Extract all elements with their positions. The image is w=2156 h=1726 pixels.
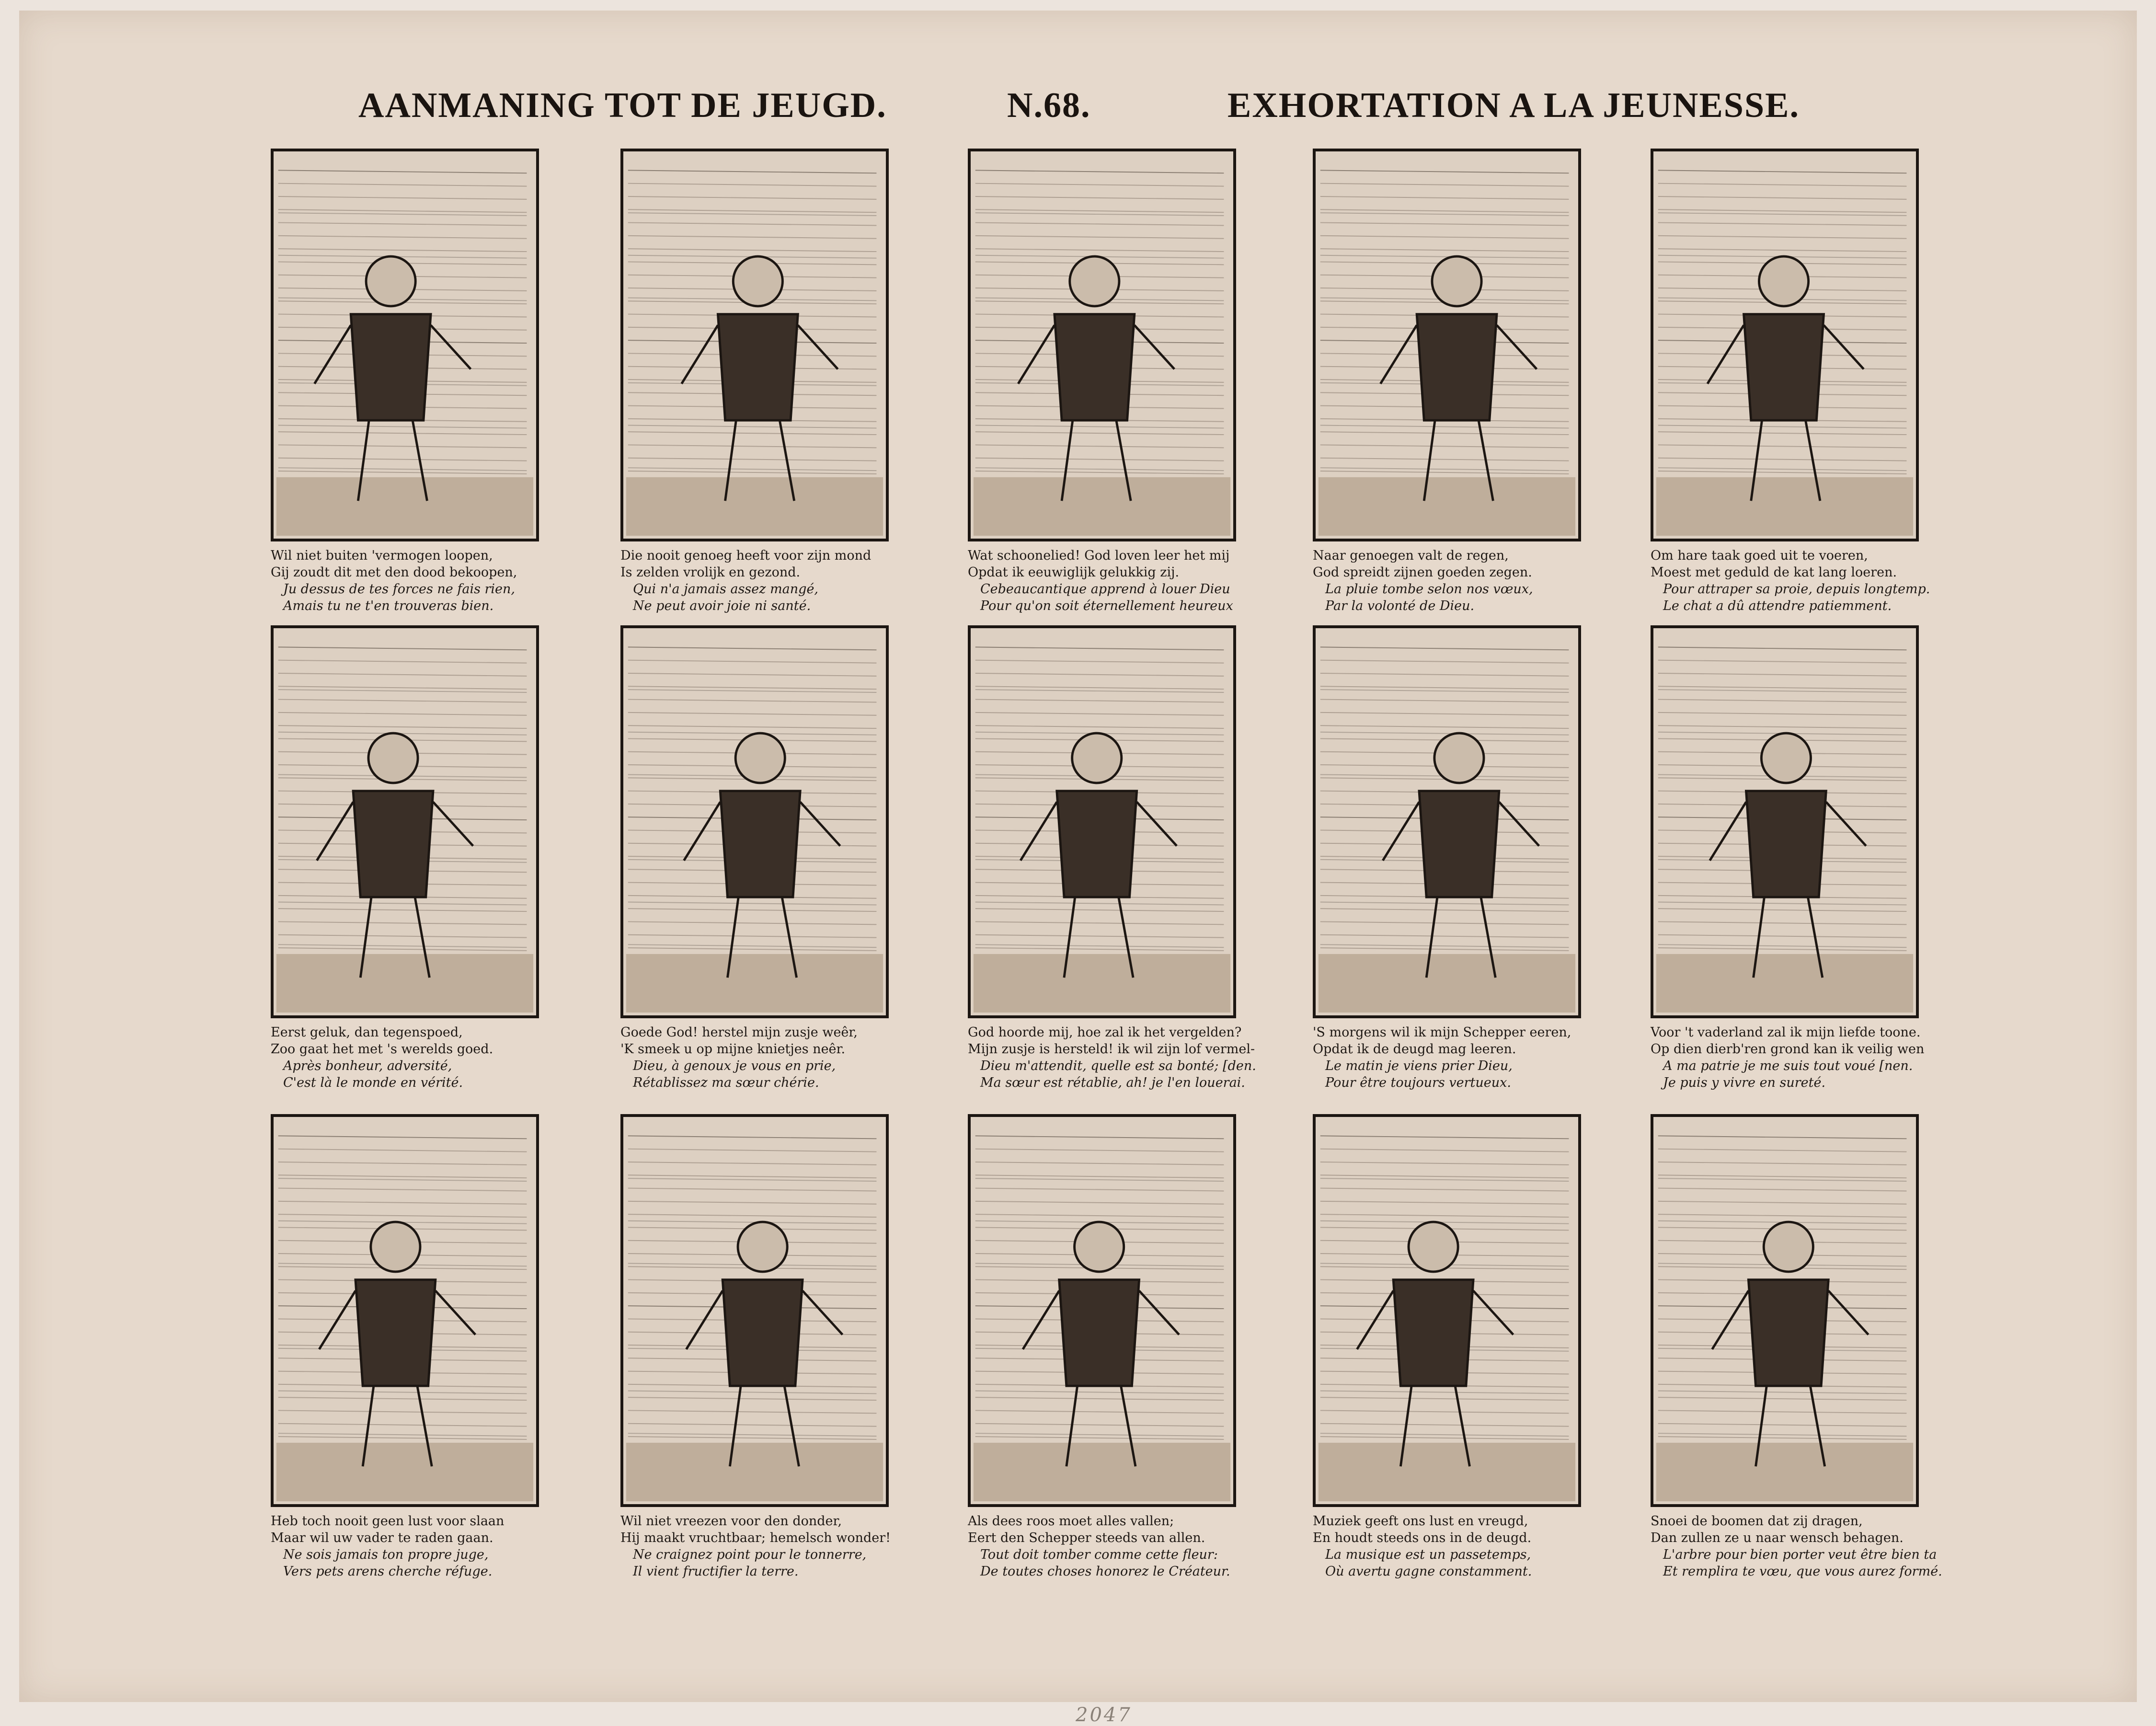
dutch-verse-line: Moest met geduld de kat lang loeren.	[1651, 565, 1897, 580]
verse-caption	[968, 547, 1255, 614]
dutch-verse-line: Opdat ik eeuwiglijk gelukkig zij.	[968, 565, 1180, 580]
french-verse-line: Tout doit tomber comme cette fleur:	[980, 1547, 1218, 1562]
verse-caption	[1313, 1513, 1600, 1580]
dutch-verse-line: 'S morgens wil ik mijn Schepper eeren,	[1313, 1025, 1571, 1040]
dutch-verse-line: Hij maakt vruchtbaar; hemelsch wonder!	[620, 1530, 891, 1545]
boys-fighting-icon	[271, 1114, 539, 1507]
boy-greeting-sister-icon	[968, 625, 1236, 1018]
dutch-verse-line: Die nooit genoeg heeft voor zijn mond	[620, 548, 872, 563]
french-verse-line: Ne peut avoir joie ni santé.	[633, 598, 811, 613]
french-verse-line: Pour qu'on soit éternellement heureux	[980, 598, 1233, 613]
verse-caption	[271, 547, 558, 614]
man-eating-at-table-icon	[620, 149, 889, 541]
dutch-verse-line: Goede God! herstel mijn zusje weêr,	[620, 1025, 858, 1040]
dutch-verse-line: Naar genoegen valt de regen,	[1313, 548, 1509, 563]
dutch-verse-line: Gij zoudt dit met den dood bekoopen,	[271, 565, 517, 580]
dutch-verse-line: Maar wil uw vader te raden gaan.	[271, 1530, 493, 1545]
dutch-verse-line: Wil niet buiten 'vermogen loopen,	[271, 548, 493, 563]
french-verse-line: Ne craignez point pour le tonnerre,	[633, 1547, 867, 1562]
dutch-verse-line: Heb toch nooit geen lust voor slaan	[271, 1514, 505, 1529]
french-verse-line: Vers pets arens cherche réfuge.	[283, 1564, 493, 1579]
verse-caption	[1651, 1024, 1938, 1091]
french-verse-line: La pluie tombe selon nos vœux,	[1325, 582, 1533, 597]
french-verse-line: Qui n'a jamais assez mangé,	[633, 582, 819, 597]
verse-caption	[968, 1513, 1255, 1580]
french-verse-line: Rétablissez ma sœur chérie.	[633, 1075, 819, 1090]
woodcut-panel	[968, 625, 1256, 1105]
print-header	[0, 85, 2156, 143]
french-verse-line: De toutes choses honorez le Créateur.	[980, 1564, 1230, 1579]
woodcut-panel	[1651, 625, 1925, 1105]
boy-reaching-birdcage-icon	[271, 625, 539, 1018]
verse-caption	[1651, 1513, 1942, 1580]
french-verse-line: A ma patrie je me suis tout voué [nen.	[1663, 1059, 1913, 1073]
title-french: EXHORTATION A LA JEUNESSE.	[1227, 86, 1800, 125]
woodcut-panel	[968, 149, 1236, 628]
verse-caption	[968, 1024, 1255, 1091]
woodcut-panel	[968, 1114, 1236, 1593]
boy-with-rose-bush-icon	[968, 1114, 1236, 1507]
girl-watching-storm-icon	[620, 1114, 889, 1507]
woman-reading-hymn-icon	[968, 149, 1236, 541]
dutch-verse-line: Muziek geeft ons lust en vreugd,	[1313, 1514, 1528, 1529]
woodcut-panel	[271, 149, 539, 628]
french-verse-line: Le chat a dû attendre patiemment.	[1663, 598, 1892, 613]
verse-caption	[1651, 547, 1938, 614]
french-verse-line: Il vient fructifier la terre.	[633, 1564, 799, 1579]
boy-chasing-hare-icon	[271, 149, 539, 541]
french-verse-line: Amais tu ne t'en trouveras bien.	[283, 598, 494, 613]
woodcut-panel	[620, 625, 889, 1105]
woodcut-panel	[271, 625, 539, 1105]
woodcut-panel	[1651, 1114, 1942, 1593]
french-verse-line: Par la volonté de Dieu.	[1325, 598, 1475, 613]
french-verse-line: Ne sois jamais ton propre juge,	[283, 1547, 489, 1562]
verse-caption	[1313, 547, 1600, 614]
dutch-verse-line: Dan zullen ze u naar wensch behagen.	[1651, 1530, 1904, 1545]
french-verse-line: Dieu, à genoux je vous en prie,	[633, 1059, 836, 1073]
french-verse-line: Et remplira te vœu, que vous aurez formé.	[1663, 1564, 1942, 1579]
youth-praying-at-sunrise-icon	[1313, 625, 1581, 1018]
french-verse-line: La musique est un passetemps,	[1325, 1547, 1531, 1562]
french-verse-line: Le matin je viens prier Dieu,	[1325, 1059, 1513, 1073]
woodcut-panel	[1313, 149, 1581, 628]
woodcut-panel	[1313, 625, 1581, 1105]
dutch-verse-line: Voor 't vaderland zal ik mijn liefde toone.	[1651, 1025, 1921, 1040]
woodcut-panel	[1313, 1114, 1581, 1593]
french-verse-line: L'arbre pour bien porter veut être bien ta	[1663, 1547, 1937, 1562]
french-verse-line: Cebeaucantique apprend à louer Dieu	[980, 582, 1230, 597]
verse-caption	[1313, 1024, 1600, 1091]
woodcut-panel	[271, 1114, 539, 1593]
dutch-verse-line: Snoei de boomen dat zij dragen,	[1651, 1514, 1863, 1529]
cat-stalking-mouse-icon	[1651, 149, 1919, 541]
french-verse-line: Je puis y vivre en sureté.	[1663, 1075, 1826, 1090]
french-verse-line: Pour être toujours vertueux.	[1325, 1075, 1511, 1090]
dutch-verse-line: Op dien dierb'ren grond kan ik veilig wen	[1651, 1042, 1925, 1057]
dutch-verse-line: En houdt steeds ons in de deugd.	[1313, 1530, 1532, 1545]
print-number: N.68.	[1007, 86, 1091, 125]
french-verse-line: Dieu m'attendit, quelle est sa bonté; [den.	[980, 1059, 1256, 1073]
woodcut-panel	[620, 149, 889, 628]
pencil-inventory-number: 2047	[1076, 1704, 1132, 1726]
dutch-verse-line: Wil niet vreezen voor den donder,	[620, 1514, 842, 1529]
french-verse-line: Après bonheur, adversité,	[283, 1059, 452, 1073]
verse-caption	[620, 547, 908, 614]
dutch-verse-line: Eerst geluk, dan tegenspoed,	[271, 1025, 463, 1040]
dutch-verse-line: God spreidt zijnen goeden zegen.	[1313, 565, 1532, 580]
french-verse-line: Pour attraper sa proie, depuis longtemp.	[1663, 582, 1930, 597]
woodcut-panel	[620, 1114, 889, 1593]
dutch-verse-line: Is zelden vrolijk en gezond.	[620, 565, 801, 580]
verse-caption	[271, 1024, 558, 1091]
woman-with-umbrella-icon	[1313, 149, 1581, 541]
french-verse-line: Ju dessus de tes forces ne fais rien,	[283, 582, 516, 597]
boy-kneeling-in-prayer-icon	[620, 625, 889, 1018]
dutch-verse-line: Om hare taak goed uit te voeren,	[1651, 548, 1868, 563]
dutch-verse-line: 'K smeek u op mijne knietjes neêr.	[620, 1042, 846, 1057]
woodcut-panel	[1651, 149, 1930, 628]
dutch-verse-line: Wat schoonelied! God loven leer het mij	[968, 548, 1230, 563]
soldier-boy-with-flag-and-drum-icon	[1651, 625, 1919, 1018]
dutch-verse-line: Als dees roos moet alles vallen;	[968, 1514, 1174, 1529]
dutch-verse-line: Zoo gaat het met 's werelds goed.	[271, 1042, 493, 1057]
dutch-verse-line: Mijn zusje is hersteld! ik wil zijn lof vermel-	[968, 1042, 1255, 1057]
title-dutch: AANMANING TOT DE JEUGD.	[358, 86, 887, 125]
man-pruning-tree-icon	[1651, 1114, 1919, 1507]
french-verse-line: Où avertu gagne constamment.	[1325, 1564, 1532, 1579]
woman-playing-piano-icon	[1313, 1114, 1581, 1507]
french-verse-line: Ma sœur est rétablie, ah! je l'en louerai.	[980, 1075, 1245, 1090]
dutch-verse-line: Eert den Schepper steeds van allen.	[968, 1530, 1205, 1545]
dutch-verse-line: Opdat ik de deugd mag leeren.	[1313, 1042, 1516, 1057]
verse-caption	[620, 1513, 908, 1580]
verse-caption	[620, 1024, 908, 1091]
dutch-verse-line: God hoorde mij, hoe zal ik het vergelden?	[968, 1025, 1242, 1040]
french-verse-line: C'est là le monde en vérité.	[283, 1075, 463, 1090]
verse-caption	[271, 1513, 558, 1580]
